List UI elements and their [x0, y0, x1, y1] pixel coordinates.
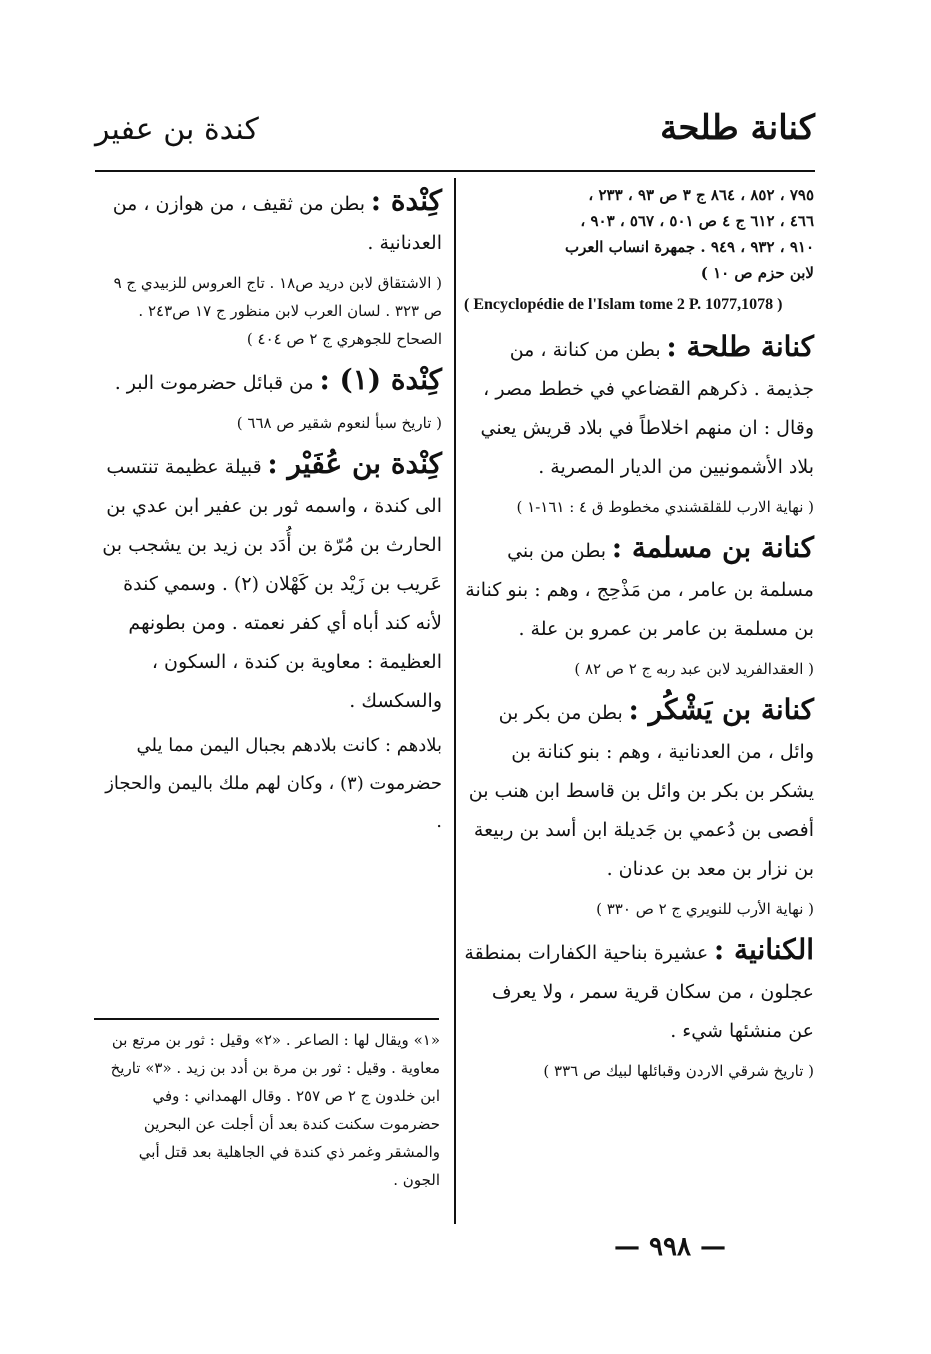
entry-head: كنانة بن يَشْكُر : — [628, 693, 814, 726]
entry-reference: ( تاريخ سبأ لنعوم شقير ص ٦٦٨ ) — [236, 414, 442, 432]
entry — [100, 361, 442, 403]
entry-head: كِنْدة : — [370, 184, 442, 217]
entry — [100, 445, 442, 721]
footnote-rule — [94, 1018, 439, 1020]
left-column — [100, 182, 442, 847]
column-divider — [454, 178, 456, 1224]
footnotes: «١» ويقال لها : الصاعر . «٢» وقيل : ثور بن مرتع بن معاوية . وقيل : ثور بن مرة بن أدد بن زيد . «٣» تاريخ ابن خلدون ج ٢ ص ٢٥٧ . وقال الهمداني : وفي حضرموت سكنت كندة بعد أن أجلت عن البحرين والمشقر وغمر ذي كندة في الجاهلية بعد قتل أبي الجون . — [110, 1031, 440, 1189]
page-header — [95, 108, 815, 168]
number-line: ٧٩٥ ، ٨٥٢ ، ٨٦٤ ج ٣ ص ٩٣ ، ٢٣٣ ، — [588, 186, 814, 204]
entry — [100, 182, 442, 263]
number-line: ٩١٠ ، ٩٣٢ ، ٩٤٩ . جمهرة انساب العرب — [564, 238, 814, 256]
entry-reference: ( الاشتقاق لابن دريد ص١٨ . تاج العروس للزبيدي ج ٩ ص ٣٢٣ . لسان العرب لابن منظور ج ١٧ ص٢٤٣ . الصحاح للجوهري ج ٢ ص ٤٠٤ ) — [113, 274, 442, 348]
entry-text: بطن من كنانة ، من جذيمة . ذكرهم القضاعي في خطط مصر ، وقال : ان منهم اخلاطاً في بلاد قريش يعني بلاد الأشمونيين من الديار المصرية . — [480, 339, 814, 478]
entry-head: كنانة بن مسلمة : — [611, 531, 814, 564]
latin-reference: ( Encyclopédie de l'Islam tome 2 P. 1077,1078 ) — [464, 296, 783, 313]
entry-head: كِنْدة (١) : — [319, 363, 442, 396]
entry-text: بطن من ثقيف ، من هوازن ، من العدنانية . — [112, 193, 442, 254]
entry-text: عشيرة بناحية الكفارات بمنطقة عجلون ، من سكان قرية سمر ، ولا يعرف عن منشئها شيء . — [464, 942, 814, 1042]
entry — [464, 328, 814, 487]
number-line: لابن حزم ص ١٠ ) — [700, 264, 814, 282]
running-title-right: كنانة طلحة — [660, 108, 815, 148]
entry-reference: ( العقدالفريد لابن عبد ربه ج ٢ ص ٨٢ ) — [574, 660, 814, 678]
entry-reference: ( تاريخ شرقي الاردن وقبائلها لبيك ص ٣٣٦ ) — [543, 1062, 814, 1080]
entry — [464, 529, 814, 649]
entry-text: قبيلة عظيمة تنتسب الى كندة ، واسمه ثور بن عفير ابن عدي بن الحارث بن مُرّة بن أُدَد بن زيد بن يشجب بن عَريب بن زَيْد بن كَهْلان (٢) . وسمي كندة لأنه كند أباه أي كفر نعمته . ومن بطونهم العظيمة : معاوية بن كندة ، السكون ، والسكسك . — [102, 456, 442, 712]
entry-reference: ( نهاية الارب للقلقشندي مخطوط ق ٤ : ١٦١-١ ) — [516, 498, 814, 516]
number-line: ٤٦٦ ، ٦١٢ ج ٤ ص ٥٠١ ، ٥٦٧ ، ٩٠٣ ، — [580, 212, 814, 230]
entry — [464, 931, 814, 1051]
entry-head: كِنْدة بن عُفَيْر : — [267, 447, 442, 480]
entry-head: كنانة طلحة : — [666, 330, 814, 363]
entry — [464, 691, 814, 889]
entry-head: الكنانية : — [713, 933, 814, 966]
page-number: — ٩٩٨ — — [613, 1232, 727, 1262]
entry-paragraph: بلادهم : كانت بلادهم بجبال اليمن مما يلي حضرموت (٣) ، وكان لهم ملك باليمن والحجاز . — [105, 735, 442, 832]
entry-reference: ( نهاية الأرب للنويري ج ٢ ص ٣٣٠ ) — [596, 900, 814, 918]
right-column — [464, 182, 814, 1093]
header-rule — [95, 170, 815, 172]
entry-text: من قبائل حضرموت البر . — [114, 372, 314, 394]
running-title-left: كندة بن عفير — [95, 112, 259, 147]
entry-text: بطن من بني مسلمة بن عامر ، من مَذْحِج ، وهم : بنو كنانة بن مسلمة بن عامر بن عمرو بن علة . — [465, 540, 814, 640]
entry-text: بطن من بكر بن وائل ، من العدنانية ، وهم : بنو كنانة بن يشكر بن بكر بن وائل بن قاسط ابن هنب بن أفصى بن دُعمي بن جَديلة ابن أسد بن ربيعة بن نزار بن معد بن عدنان . — [468, 702, 814, 880]
